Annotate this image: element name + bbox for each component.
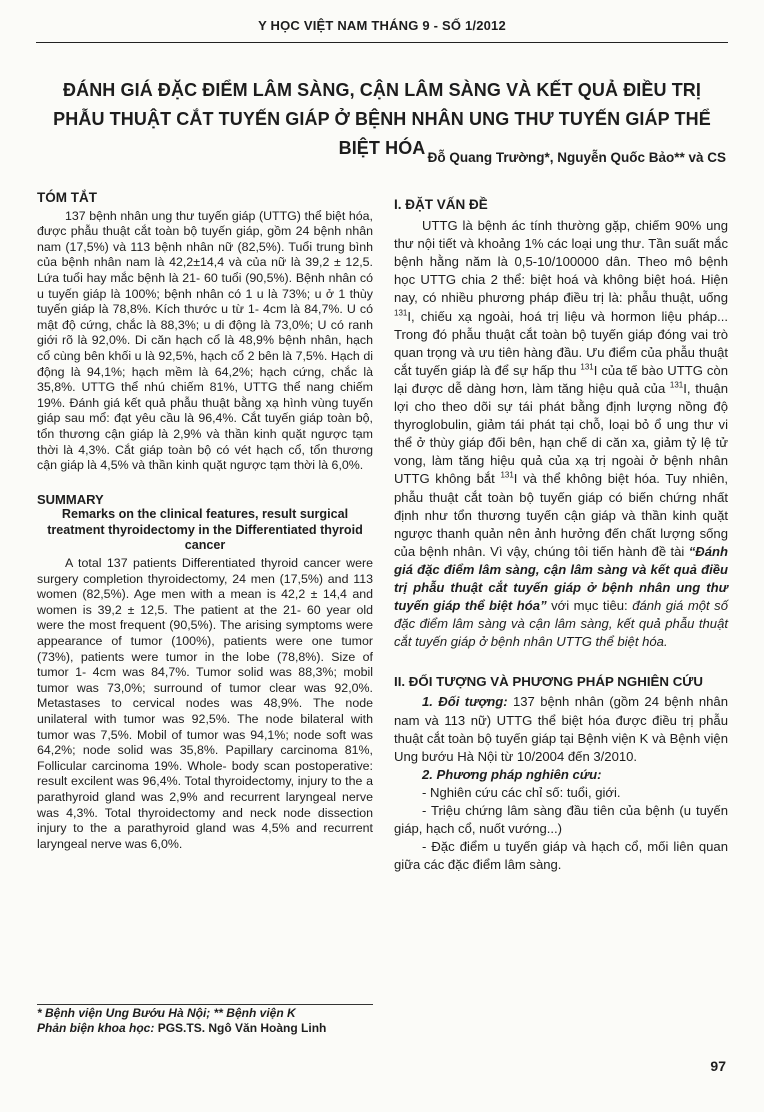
- method-item: - Nghiên cứu các chỉ số: tuổi, giới.: [422, 784, 621, 800]
- text-run: I và thể không biệt hóa. Tuy nhiên, phẫu thuật cắt toàn bộ tuyến giáp có biến chứng nhất định như tổn thương tuyến cận giáp và thần kinh quặt ngược thanh quản nên ảnh hưởng đến chất lượng sống của bệnh nhân. Vì vậy, chúng tôi tiến hành đề tài: [394, 471, 728, 559]
- section2-methods-label: [394, 766, 728, 784]
- summary-subtitle: Remarks on the clinical features, result surgical treatment thyroidectomy in the Differentiated thyroid cancer: [47, 507, 363, 553]
- right-column: [394, 196, 728, 874]
- footnote-rule: [37, 1004, 373, 1005]
- text-run: I, chiếu xạ ngoài, hoá trị liệu và hormon liệu pháp... Trong đó phẫu thuật cắt toàn bộ tuyến giáp đóng vai trò quan trọng và ưu tiên hàng đầu. Ưu điểm của phẫu thuật cắt tuyến giáp là để sự hấp thu: [394, 308, 728, 378]
- text-run: 137 bệnh nhân (gồm 24 bệnh nhân nam và 113 nữ) UTTG thể biệt hóa được điều trị phẫu thuật cắt toàn bộ tuyến giáp tại Bệnh viện K và Bệnh viện Ung bướu Hà Nội từ 10/2004 đến 3/2010.: [394, 694, 728, 764]
- text-run: I của tế bào UTTG còn lại được dễ dàng hơn, làm tăng hiệu quả của: [394, 362, 728, 396]
- summary-heading: SUMMARY: [37, 491, 104, 507]
- abstract-body: 137 bệnh nhân ung thư tuyến giáp (UTTG) thể biệt hóa, được phẫu thuật cắt toàn bộ tuyến giáp, gồm 24 bệnh nhân nam (17,5%) và 113 bệnh nhân nữ (82,5%). Tuổi trung bình của bệnh nhân nam là 42,2±14,4 và của nữ là 39,2 ± 12,5. Lứa tuổi hay mắc bệnh là 21- 60 tuổi (90,5%). Bệnh nhân có u tuyến giáp là 100%; bệnh nhân có 1 u là 73%; u ở 1 thùy tuyến giáp là 78,8%. Kích thước u từ 1- 4cm là 84,7%. U có mật độ cứng, chắc là 88,3%; u di động là 73,0%; U có ranh giới rõ là 92,0%. Di căn hạch cổ là 48,9% bệnh nhân, hạch cổ cùng bên khối u là 92,5%, hạch cổ 2 bên là 7,5%. Hạch di động là 94,1%; hạch mềm là 64,2%; hạch cứng, chắc là 35,8%. UTTG thể nhú chiếm 81%, UTTG thể nang chiếm 19%. Đánh giá kết quả phẫu thuật bằng xạ hình vùng tuyến giáp sau mổ: đạt yêu cầu là 96,4%. Cắt tuyến giáp toàn bộ, tổn thương cận giáp là 2,9% và thần kinh quặt ngược tạm thời là 4,3%. Cắt giáp toàn bộ có vét hạch cổ, tổn thương cận giáp là 4,5% và thần kinh quặt ngược tạm thời là 6,0%.: [37, 208, 373, 473]
- text-run: I, thuận lợi cho theo dõi sự tái phát bằng định lượng nồng độ thyroglobulin, giảm tái phát tại chỗ, loại bỏ ổ ung thư vi thể ở thùy giáp đối bên, hạn chế di căn xa, giảm tỷ lệ tử vong, làm tăng hiệu quả của xạ trị ngoài ở bệnh nhân UTTG không bắt: [394, 380, 728, 487]
- reviewer-label: Phản biện khoa học:: [37, 1021, 155, 1035]
- superscript: 131: [580, 362, 594, 372]
- authors: Đỗ Quang Trường*, Nguyễn Quốc Bảo** và CS: [427, 150, 726, 165]
- text-run: UTTG là bệnh ác tính thường gặp, chiếm 90% ung thư nội tiết và khoảng 1% các loại ung thư. Tần suất mắc bệnh hằng năm là 0,5-10/100000 dân. Theo mô bệnh học UTTG chia 2 thể: biệt hoá và không biệt hoá. Hiện nay, có nhiều phương pháp điều trị là: phẫu thuật, uống: [394, 218, 728, 306]
- superscript: 131: [669, 380, 684, 390]
- abstract-heading: TÓM TẮT: [37, 190, 97, 205]
- study-title: “Đánh giá đặc điểm lâm sàng, cận lâm sàng và kết quả điều trị phẫu thuật cắt tuyến giáp ở bệnh nhân ung thư tuyến giáp thể biệt hóa”: [394, 543, 728, 614]
- section2-subjects: [394, 693, 728, 765]
- summary-body: A total 137 patients Differentiated thyroid cancer were surgery completion thyroidectomy, 24 men (17,5%) and 113 women (82,5%). Age men with a mean is 42,2 ± 14,4 and women is 39,2 ± 12,5. The patient at the 21- 60 year old were the most frequent (90,5%). The arising symptoms were appearance of tumor (100%), patients were one tumor (73%), patients were tumor in the lobe (78,8%). Size of tumor 1- 4cm was 84,7%. Tumor solid was 88,3%; mobil tumor was 73,0%; surround of tumor clear was 92,0%. Metastases to cervical nodes was 48,9%. The node unilateral with tumor was 92,5%. The node bilateral with tumor was 7,5%. Mobil of tumor was 94,1%; node soft was 64,2%; node solid was 35,8%. Papillary carcinoma 81%, Follicular carcinoma 19%. Whole- body scan postoperative: result excilent was 96,4%. Total thyroidectomy, injury to the a parathyroid gland was 2,9% and recurrent laryngeal nerve was 4,3%. Total thyroidectomy and neck node dissection injury to the a parathyroid gland was 4,5% and recurrent laryngeal nerve was 6,0%.: [37, 556, 373, 851]
- affiliations: * Bệnh viện Ung Bướu Hà Nội; ** Bệnh viện K: [37, 1006, 296, 1020]
- study-objective: đánh giá một số đặc điểm lâm sàng và cận lâm sàng, kết quả phẫu thuật cắt tuyến giáp ở bệnh nhân UTTG thể biệt hóa.: [394, 598, 728, 650]
- section2-heading: II. ĐỐI TƯỢNG VÀ PHƯƠNG PHÁP NGHIÊN CỨU: [394, 674, 703, 690]
- footnotes: [37, 1006, 373, 1036]
- page-number: 97: [710, 1058, 726, 1074]
- method-item: - Đặc điểm u tuyến giáp và hạch cổ, mối liên quan giữa các đặc điểm lâm sàng.: [394, 839, 728, 873]
- left-column: [37, 190, 373, 852]
- reviewer-name: PGS.TS. Ngô Văn Hoàng Linh: [157, 1021, 327, 1035]
- method-item: - Triệu chứng lâm sàng đầu tiên của bệnh (u tuyến giáp, hạch cổ, nuốt vướng...): [394, 803, 728, 837]
- header-rule: [36, 42, 728, 43]
- subsection-label: 2. Phương pháp nghiên cứu:: [422, 766, 602, 782]
- text-run: với mục tiêu:: [546, 598, 633, 614]
- reviewer-line: [37, 1021, 373, 1036]
- section1-heading: I. ĐẶT VẤN ĐỀ: [394, 197, 488, 212]
- article-title: ĐÁNH GIÁ ĐẶC ĐIỂM LÂM SÀNG, CẬN LÂM SÀNG VÀ KẾT QUẢ ĐIỀU TRỊ PHẪU THUẬT CẮT TUYẾN GIÁP Ở BỆNH NHÂN UNG THƯ TUYẾN GIÁP THỂ BIỆT HÓA: [53, 80, 711, 158]
- superscript: 131: [394, 308, 408, 318]
- superscript: 131: [500, 471, 514, 481]
- running-header: Y HỌC VIỆT NAM THÁNG 9 - SỐ 1/2012: [258, 18, 506, 33]
- subsection-label: 1. Đối tượng:: [422, 694, 508, 710]
- section1-paragraph: [394, 217, 728, 651]
